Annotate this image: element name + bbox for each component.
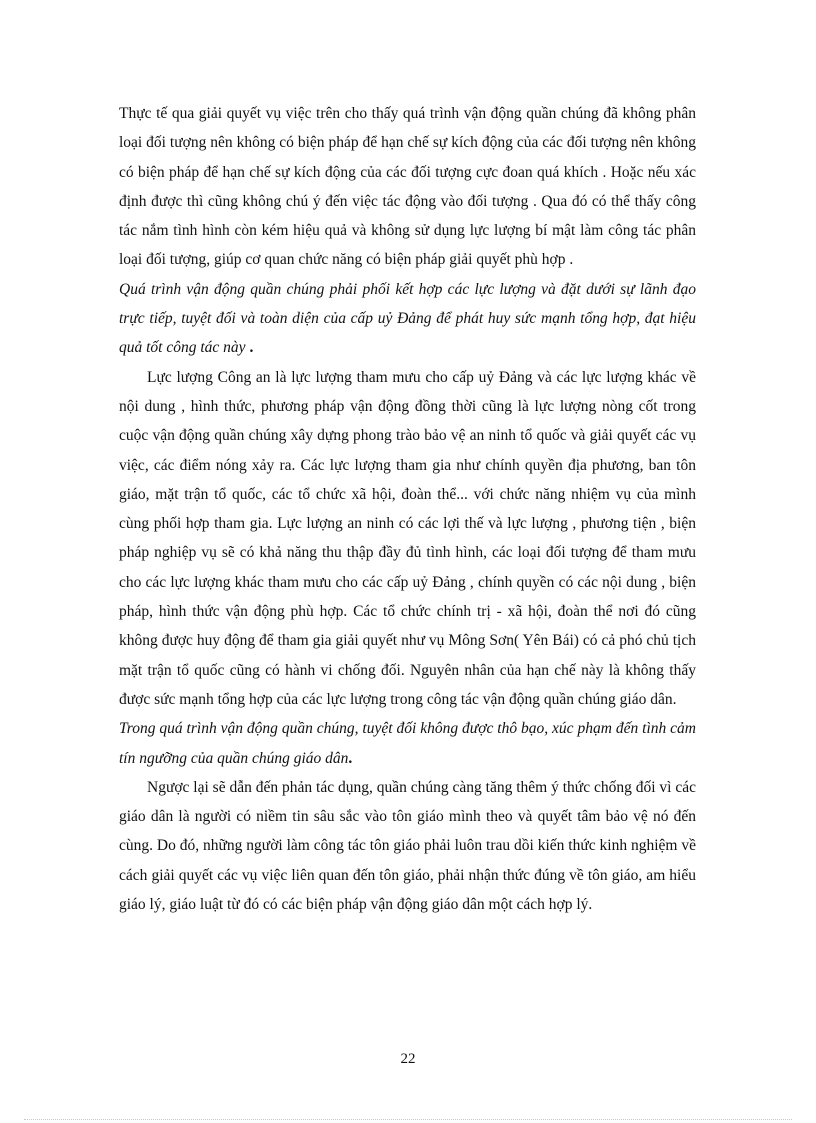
paragraph-case-assessment: Thực tế qua giải quyết vụ việc trên cho thấy quá trình vận động quần chúng đã không phân loại đối tượng nên không có biện pháp để hạn chế sự kích động của các đối tượng nên không có biện pháp để hạn chế sự kích động của các đối tượng cực đoan quá khích . Hoặc nếu xác định được thì cũng không chú ý đến việc tác động vào đối tượng . Qua đó có thể thấy công tác nắm tình hình còn kém hiệu quả và không sử dụng lực lượng bí mật làm công tác phân loại đối tượng, giúp cơ quan chức năng có biện pháp giải quyết phù hợp . [119, 105, 696, 269]
heading-coordination-end: . [249, 339, 254, 357]
heading-coordination-lesson [119, 275, 696, 363]
page-number: 22 [400, 1051, 416, 1067]
heading-no-coercion-lesson [119, 714, 696, 773]
heading-no-coercion-text: Trong quá trình vận động quần chúng, tuyệt đối không được thô bạo, xúc phạm đến tình cảm tín ngưỡng của quần chúng giáo dân [119, 720, 696, 767]
page-bottom-divider [24, 1119, 792, 1120]
paragraph-police-role: Lực lượng Công an là lực lượng tham mưu cho cấp uỷ Đảng và các lực lượng khác về nội dung , hình thức, phương pháp vận động đồng thời cũng là lực lượng nòng cốt trong cuộc vận động quần chúng xây dựng phong trào bảo vệ an ninh tổ quốc và giải quyết các vụ việc, các điểm nóng xảy ra. Các lực lượng tham gia như chính quyền địa phương, ban tôn giáo, mặt trận tổ quốc, các tổ chức xã hội, đoàn thể... với chức năng nhiệm vụ của mình cùng phối hợp tham gia. Lực lượng an ninh có các lợi thế và lực lượng , phương tiện , biện pháp nghiệp vụ sẽ có khả năng thu thập đầy đủ tình hình, các loại đối tượng để tham mưu cho các lực lượng khác tham mưu cho các cấp uỷ Đảng , chính quyền có các nội dung , biện pháp, hình thức vận động phù hợp. Các tổ chức chính trị - xã hội, đoàn thể nơi đó cũng không được huy động để tham gia giải quyết như vụ Mông Sơn( Yên Bái) có cả phó chủ tịch mặt trận tổ quốc cũng có hành vi chống đối. Nguyên nhân của hạn chế này là không thấy được sức mạnh tổng hợp của các lực lượng trong công tác vận động quần chúng giáo dân. [119, 368, 696, 708]
paragraph-consequences: Ngược lại sẽ dẫn đến phản tác dụng, quần chúng càng tăng thêm ý thức chống đối vì các giáo dân là người có niềm tin sâu sắc vào tôn giáo mình theo và quyết tâm bảo vệ nó đến cùng. Do đó, những người làm công tác tôn giáo phải luôn trau dồi kiến thức kinh nghiệm về cách giải quyết các vụ việc liên quan đến tôn giáo, phải nhận thức đúng về tôn giáo, am hiểu giáo lý, giáo luật từ đó có các biện pháp vận động giáo dân một cách hợp lý. [119, 778, 696, 914]
page-content [119, 99, 696, 919]
heading-no-coercion-end: . [348, 749, 353, 767]
heading-coordination-text: Quá trình vận động quần chúng phải phối kết hợp các lực lượng và đặt dưới sự lãnh đạo trực tiếp, tuyệt đối và toàn diện của cấp uỷ Đảng để phát huy sức mạnh tổng hợp, đạt hiệu quả tốt công tác này [119, 280, 696, 357]
